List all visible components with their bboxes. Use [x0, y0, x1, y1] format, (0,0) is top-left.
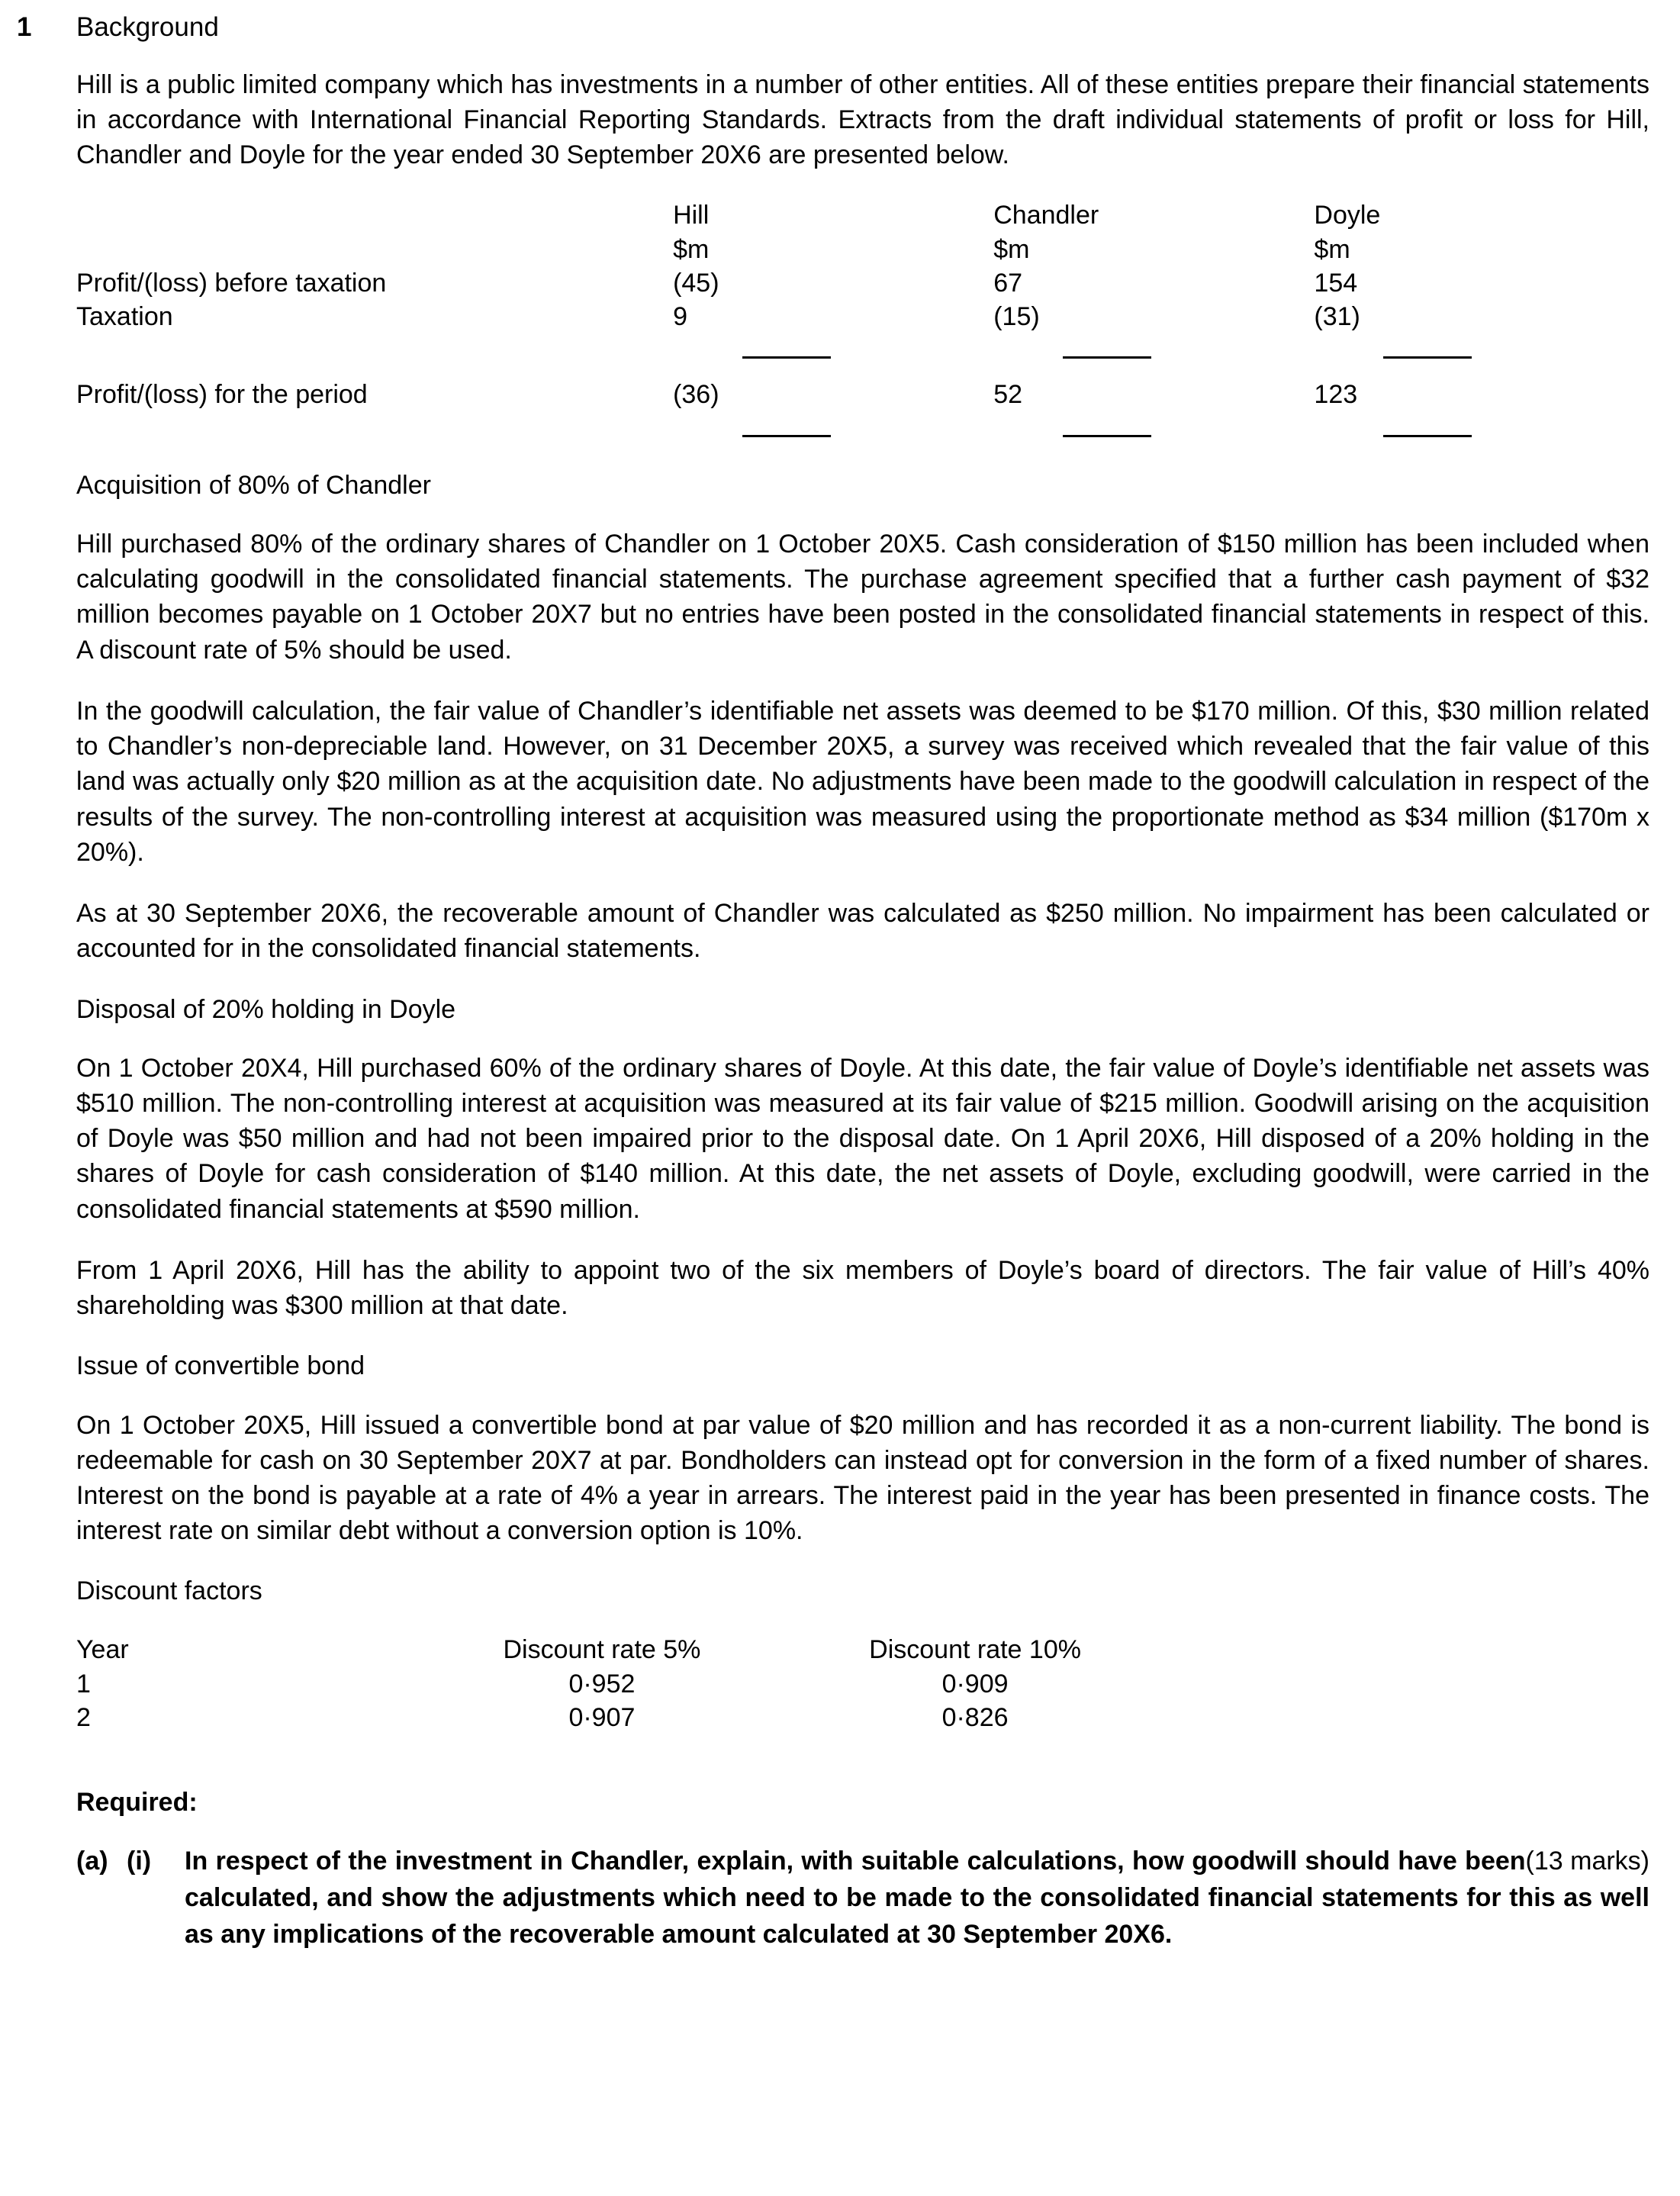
- subtotal-rule-chandler: [993, 333, 1221, 367]
- cell-profit-for-period-doyle: 123: [1314, 380, 1358, 410]
- section-heading-chandler-acquisition: Acquisition of 80% of Chandler: [76, 470, 431, 500]
- cell-taxation-chandler: (15): [993, 302, 1040, 332]
- question-number: 1: [17, 12, 32, 42]
- chandler-paragraph-1: Hill purchased 80% of the ordinary shares of Chandler on 1 October 20X5. Cash consideration of $150 million has been included when calculating goodwill in the consolidated financial statements. The purchase agreement specified that a further cash payment of $32 million becomes payable on 1 October 20X7 but no entries have been posted in the consolidated financial statements in respect of this. A discount rate of 5% should be used.: [76, 529, 1649, 665]
- cell-profit-before-tax-chandler: 67: [993, 268, 1023, 298]
- discount-year-2-rate10: 0·826: [941, 1703, 1009, 1733]
- discount-column-year: Year: [76, 1634, 129, 1664]
- total-rule-chandler: [993, 412, 1221, 446]
- row-label-profit-before-taxation: Profit/(loss) before taxation: [76, 268, 387, 298]
- required-item-text-wrapper: [185, 1843, 1649, 1953]
- chandler-paragraph-2: In the goodwill calculation, the fair value of Chandler’s identifiable net assets was deemed to be $170 million. Of this, $30 million related to Chandler’s non-depreciable land. However, on 31 December 20X5, a survey was received which revealed that the fair value of this land was actually only $20 million as at the acquisition date. No adjustments have been made to the goodwill calculation in respect of the results of the survey. The non-controlling interest at acquisition was measured using the proportionate method as $34 million ($170m x 20%).: [76, 696, 1649, 867]
- discount-year-1-rate10: 0·909: [941, 1669, 1009, 1699]
- total-rule-doyle: [1314, 412, 1541, 446]
- required-item-text: In respect of the investment in Chandler, explain, with suitable calculations, how goodwill should have been calculated, and show the adjustments which need to be made to the consolidated financial statements for this as well as any implications of the recoverable amount calculated at 30 September 20X6.: [185, 1847, 1649, 1949]
- cell-taxation-doyle: (31): [1314, 302, 1360, 332]
- chandler-paragraph-3: As at 30 September 20X6, the recoverable amount of Chandler was calculated as $250 million. No impairment has been calculated or accounted for in the consolidated financial statements.: [76, 899, 1649, 964]
- cell-taxation-hill: 9: [673, 302, 687, 332]
- discount-column-rate5: Discount rate 5%: [503, 1634, 701, 1664]
- unit-header-doyle: $m: [1314, 234, 1350, 264]
- question-title: Background: [76, 12, 219, 42]
- header-blank: [76, 198, 506, 232]
- table-row: [76, 1667, 1160, 1702]
- discount-year-1: 1: [76, 1669, 91, 1699]
- table-row: [76, 367, 1541, 411]
- table-row-entity-headers: [76, 198, 1541, 232]
- profit-or-loss-extract-table: [76, 198, 1541, 445]
- discount-column-rate10: Discount rate 10%: [869, 1634, 1081, 1664]
- table-row-discount-headers: [76, 1633, 1160, 1667]
- section-heading-discount-factors: Discount factors: [76, 1576, 262, 1606]
- table-row: [76, 266, 1541, 300]
- section-heading-doyle-disposal: Disposal of 20% holding in Doyle: [76, 994, 456, 1024]
- unit-header-hill: $m: [673, 234, 710, 264]
- discount-year-2: 2: [76, 1703, 91, 1733]
- table-row-subtotal-rule: [76, 333, 1541, 367]
- question-body: [76, 67, 1649, 1953]
- required-label: Required:: [76, 1788, 198, 1818]
- cell-profit-for-period-chandler: 52: [993, 380, 1023, 410]
- total-rule-hill: [673, 412, 900, 446]
- cell-profit-for-period-hill: (36): [673, 380, 719, 410]
- cell-profit-before-tax-hill: (45): [673, 268, 719, 298]
- required-part-letter: (a): [76, 1847, 108, 1876]
- row-label-profit-for-period: Profit/(loss) for the period: [76, 380, 368, 410]
- marks-allocation: (13 marks): [1525, 1847, 1649, 1876]
- doyle-paragraph-1: On 1 October 20X4, Hill purchased 60% of the ordinary shares of Doyle. At this date, the fair value of Doyle’s identifiable net assets was $510 million. The non-controlling interest at acquisition was measured at its fair value of $215 million. Goodwill arising on the acquisition of Doyle was $50 million and had not been impaired prior to the disposal date. On 1 April 20X6, Hill disposed of a 20% holding in the shares of Doyle for cash consideration of $140 million. At this date, the net assets of Doyle, excluding goodwill, were carried in the consolidated financial statements at $590 million.: [76, 1053, 1649, 1224]
- discount-factors-table: [76, 1633, 1160, 1736]
- entity-header-hill: Hill: [673, 201, 710, 230]
- unit-header-chandler: $m: [993, 234, 1030, 264]
- doyle-paragraph-2: From 1 April 20X6, Hill has the ability to appoint two of the six members of Doyle’s board of directors. The fair value of Hill’s 40% shareholding was $300 million at that date.: [76, 1255, 1649, 1321]
- convertible-bond-paragraph-1: On 1 October 20X5, Hill issued a convertible bond at par value of $20 million and has recorded it as a non-current liability. The bond is redeemable for cash on 30 September 20X7 at par. Bondholders can instead opt for conversion in the form of a fixed number of shares. Interest on the bond is payable at a rate of 4% a year in arrears. The interest paid in the year has been presented in finance costs. The interest rate on similar debt without a conversion option is 10%.: [76, 1410, 1649, 1546]
- table-row: [76, 1701, 1160, 1735]
- cell-profit-before-tax-doyle: 154: [1314, 268, 1358, 298]
- section-heading-convertible-bond: Issue of convertible bond: [76, 1351, 365, 1381]
- table-row-unit-headers: [76, 233, 1541, 266]
- entity-header-doyle: Doyle: [1314, 201, 1381, 230]
- table-row-total-rule: [76, 412, 1541, 446]
- unit-blank: [76, 233, 506, 266]
- subtotal-rule-doyle: [1314, 333, 1541, 367]
- row-label-taxation: Taxation: [76, 302, 173, 332]
- required-sub-numeral: (i): [127, 1847, 152, 1876]
- table-row: [76, 300, 1541, 333]
- entity-header-chandler: Chandler: [993, 201, 1099, 230]
- question-heading: [17, 11, 1633, 44]
- discount-year-2-rate5: 0·907: [568, 1703, 636, 1733]
- discount-year-1-rate5: 0·952: [568, 1669, 636, 1699]
- required-item-a-i: [76, 1843, 1649, 1953]
- intro-paragraph: Hill is a public limited company which has investments in a number of other entities. All of these entities prepare their financial statements in accordance with International Financial Reporting Standards. Extracts from the draft individual statements of profit or loss for Hill, Chandler and Doyle for the year ended 30 September 20X6 are presented below.: [76, 69, 1649, 170]
- subtotal-rule-hill: [673, 333, 900, 367]
